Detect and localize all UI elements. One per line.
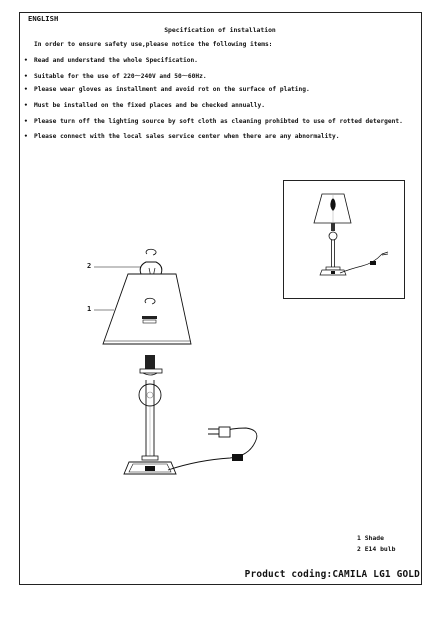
instruction-item: • Please turn off the lighting source by soft cloth as cleaning prohibted to use of rotted detergent. [24, 118, 403, 125]
product-coding: Product coding:CAMILA LG1 GOLD [244, 569, 420, 580]
parts-legend-item: 2 E14 bulb [357, 545, 396, 553]
language-label: ENGLISH [28, 14, 59, 23]
instruction-item: • Please connect with the local sales service center when there are any abnormality. [24, 133, 340, 140]
instruction-item: • Please wear gloves as installment and avoid rot on the surface of plating. [24, 86, 310, 93]
instruction-item: • Must be installed on the fixed places and be checked annually. [24, 102, 265, 109]
rotate-arrow-icon [146, 249, 156, 255]
plug-icon [219, 427, 230, 437]
instruction-item: • Suitable for the use of 220～240V and 50～60Hz. [24, 73, 207, 80]
parts-legend-item: 1 Shade [357, 534, 384, 542]
instruction-item: • Read and understand the whole Specification. [24, 57, 198, 64]
callout-number: 2 [87, 262, 92, 270]
callout-number: 1 [87, 305, 92, 313]
intro-text: In order to ensure safety use,please notice the following items: [34, 41, 273, 48]
page-title: Specification of installation [164, 26, 276, 34]
shade-icon [103, 274, 191, 344]
